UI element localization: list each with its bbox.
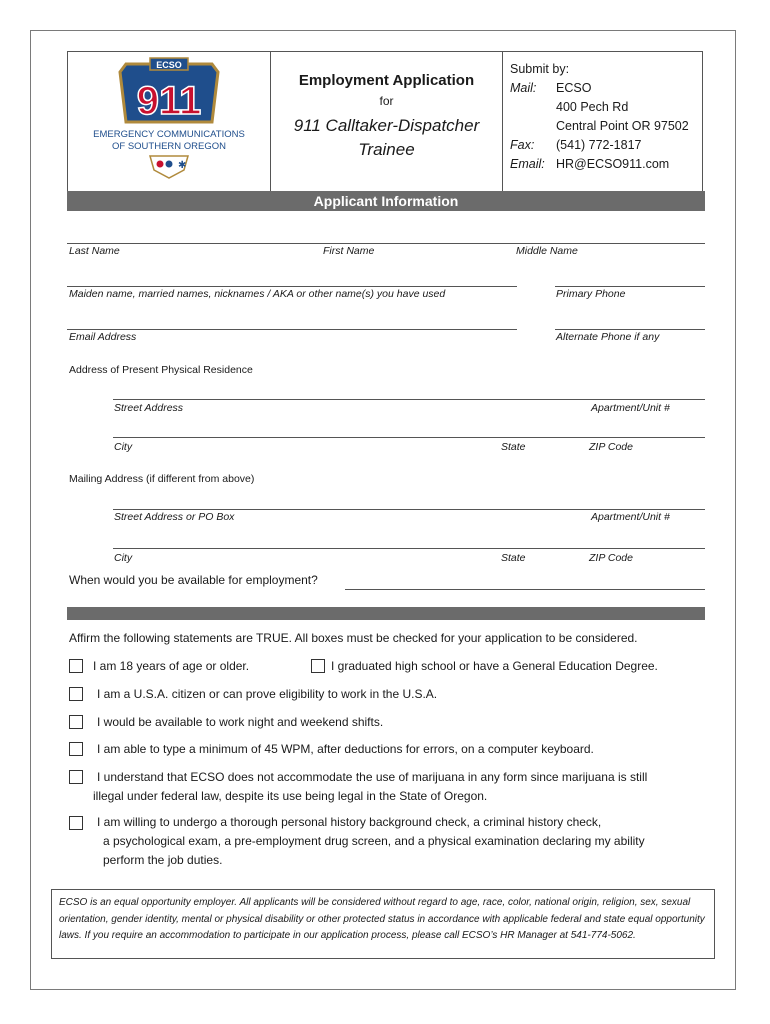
mailing-street-line[interactable] bbox=[113, 509, 705, 510]
application-page bbox=[30, 30, 736, 990]
section-divider-bar bbox=[67, 607, 705, 620]
mailing-state-label: State bbox=[501, 552, 526, 564]
primary-phone-line[interactable] bbox=[555, 286, 705, 287]
ecso-logo bbox=[68, 52, 270, 202]
logo-badge-text: ECSO bbox=[156, 60, 182, 70]
checkbox-shifts[interactable] bbox=[69, 715, 83, 729]
checkbox-age[interactable] bbox=[69, 659, 83, 673]
middle-name-label: Middle Name bbox=[516, 245, 578, 257]
submit-heading: Submit by: bbox=[510, 62, 570, 76]
zip-label: ZIP Code bbox=[589, 441, 633, 453]
primary-phone-label: Primary Phone bbox=[556, 288, 626, 300]
mail-city: Central Point OR 97502 bbox=[556, 119, 689, 133]
statement-background-line2: a psychological exam, a pre-employment drug screen, and a physical examination declaring my ability bbox=[103, 834, 645, 848]
first-name-label: First Name bbox=[323, 245, 375, 257]
logo-911-text: 911 bbox=[136, 79, 202, 123]
statement-education: I graduated high school or have a General Education Degree. bbox=[331, 659, 658, 673]
availability-question: When would you be available for employment? bbox=[69, 573, 318, 587]
present-address-heading: Address of Present Physical Residence bbox=[69, 364, 253, 376]
logo-org-line2: OF SOUTHERN OREGON bbox=[111, 141, 227, 152]
city-label: City bbox=[114, 441, 133, 453]
mail-street: 400 Pech Rd bbox=[556, 100, 629, 114]
fax-key: Fax: bbox=[510, 138, 535, 152]
ecso-911-badge-icon bbox=[68, 52, 270, 202]
form-title: Employment Application bbox=[298, 72, 475, 89]
applicant-info-bar: Applicant Information bbox=[67, 191, 705, 211]
mailing-street-label: Street Address or PO Box bbox=[114, 511, 235, 523]
statement-citizen: I am a U.S.A. citizen or can prove eligibility to work in the U.S.A. bbox=[97, 687, 438, 701]
availability-line[interactable] bbox=[345, 589, 705, 590]
position-line2: Trainee bbox=[358, 140, 415, 159]
checkbox-background[interactable] bbox=[69, 816, 83, 830]
maiden-name-label: Maiden name, married names, nicknames / AKA or other name(s) you have used bbox=[69, 288, 446, 300]
statement-marijuana-line1: I understand that ECSO does not accommodate the use of marijuana in any form since marijuana is still bbox=[97, 770, 648, 784]
mail-name: ECSO bbox=[556, 81, 592, 95]
checkbox-marijuana[interactable] bbox=[69, 770, 83, 784]
eeo-statement: ECSO is an equal opportunity employer. All applicants will be considered without regard to age, race, color, national origin, religion, sex, sexual orientation, gender identity, mental or physical disability or other protected status in accordance with applicable federal and state equal opportunity laws. If you require an accommodation to participate in our application process, please call ECSO’s HR Manager at 541-774-5062. bbox=[51, 889, 715, 959]
mail-key: Mail: bbox=[510, 81, 537, 95]
header-box bbox=[67, 51, 703, 203]
state-label: State bbox=[501, 441, 526, 453]
statement-background-line3: perform the job duties. bbox=[103, 853, 223, 867]
checkbox-education[interactable] bbox=[311, 659, 325, 673]
position-line1: 911 Calltaker-Dispatcher bbox=[293, 116, 480, 135]
affirm-instruction: Affirm the following statements are TRUE. All boxes must be checked for your application to be considered. bbox=[69, 631, 638, 645]
statement-background-line1: I am willing to undergo a thorough personal history background check, a criminal history check, bbox=[97, 815, 602, 829]
alternate-phone-line[interactable] bbox=[555, 329, 705, 330]
email-key: Email: bbox=[510, 157, 545, 171]
statement-marijuana-line2: illegal under federal law, despite its use being legal in the State of Oregon. bbox=[93, 789, 488, 803]
statement-typing: I am able to type a minimum of 45 WPM, after deductions for errors, on a computer keyboard. bbox=[97, 742, 594, 756]
alternate-phone-label: Alternate Phone if any bbox=[556, 331, 660, 343]
mailing-address-heading: Mailing Address (if different from above) bbox=[69, 473, 255, 485]
form-for: for bbox=[379, 94, 394, 108]
email-label: Email Address bbox=[69, 331, 137, 343]
street-line[interactable] bbox=[113, 399, 705, 400]
checkbox-typing[interactable] bbox=[69, 742, 83, 756]
last-name-label: Last Name bbox=[69, 245, 120, 257]
city-line[interactable] bbox=[113, 437, 705, 438]
maiden-name-line[interactable] bbox=[67, 286, 517, 287]
email-line[interactable] bbox=[67, 329, 517, 330]
name-line[interactable] bbox=[67, 243, 705, 244]
logo-org-line1: EMERGENCY COMMUNICATIONS bbox=[93, 129, 245, 140]
statement-shifts: I would be available to work night and weekend shifts. bbox=[97, 715, 384, 729]
statement-age: I am 18 years of age or older. bbox=[93, 659, 250, 673]
mailing-city-label: City bbox=[114, 552, 133, 564]
apartment-label: Apartment/Unit # bbox=[591, 402, 670, 414]
street-address-label: Street Address bbox=[114, 402, 184, 414]
position-title bbox=[271, 114, 502, 162]
mailing-zip-label: ZIP Code bbox=[589, 552, 633, 564]
svg-text:✱: ✱ bbox=[178, 160, 187, 171]
fax-number: (541) 772-1817 bbox=[556, 138, 642, 152]
mailing-apartment-label: Apartment/Unit # bbox=[591, 511, 670, 523]
checkbox-citizen[interactable] bbox=[69, 687, 83, 701]
submit-by-block bbox=[510, 60, 689, 174]
email-address: HR@ECSO911.com bbox=[556, 157, 670, 171]
mailing-city-line[interactable] bbox=[113, 548, 705, 549]
